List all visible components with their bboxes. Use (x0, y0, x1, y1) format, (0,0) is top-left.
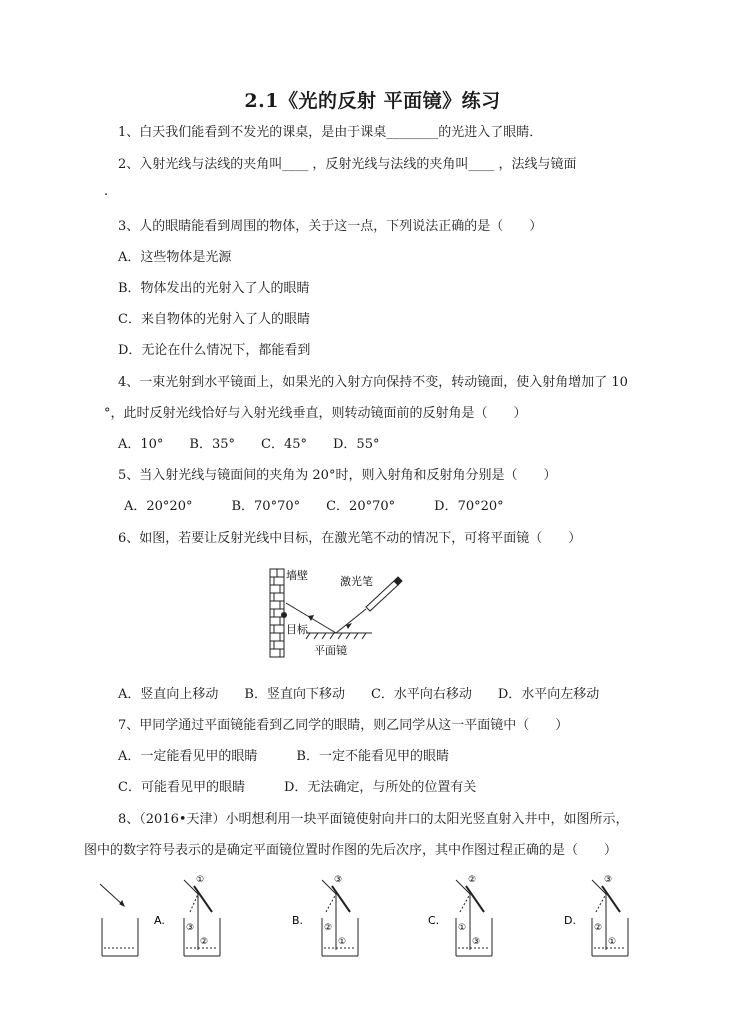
question-8-line-1: 8、（2016•天津）小明想利用一块平面镜使射向井口的太阳光竖直射入井中，如图所示， (118, 812, 629, 827)
option-a-mark-1: ① (196, 875, 205, 885)
laser-label: 激光笔 (340, 575, 373, 588)
question-8-figure (90, 868, 670, 964)
question-7: 7、甲同学通过平面镜能看到乙同学的眼睛，则乙同学从这一平面镜中（ ） (118, 718, 569, 733)
target-dot (281, 612, 287, 618)
option-a-mark-3: ② (200, 937, 209, 947)
question-8-line-2: 图中的数字符号表示的是确定平面镜位置时作图的先后次序，其中作图过程正确的是（ ） (84, 843, 618, 858)
incident-ray (336, 609, 366, 633)
option-c-mark-1: ② (468, 875, 477, 885)
question-5-options: A．20°20° B．70°70° C．20°70° D．70°20° (124, 499, 504, 514)
option-c-mark-2: ① (458, 923, 467, 933)
question-6-figure (262, 563, 412, 661)
option-a-label: A. (154, 914, 165, 927)
option-c-label: C. (428, 914, 440, 927)
question-4-options: A．10° B．35° C．45° D．55° (118, 437, 380, 452)
question-3: 3、人的眼睛能看到周围的物体，关于这一点，下列说法正确的是（ ） (118, 219, 543, 234)
question-6: 6、如图，若要让反射光线中目标，在激光笔不动的情况下，可将平面镜（ ） (118, 531, 582, 546)
option-d-label: D. (564, 914, 576, 927)
question-2: 2、入射光线与法线的夹角叫____ ，反射光线与法线的夹角叫____ ，法线与镜面 (118, 157, 577, 172)
option-d-mark-1: ③ (604, 875, 613, 885)
question-3-option-b: B．物体发出的光射入了人的眼睛 (118, 281, 310, 296)
mirror-label: 平面镜 (314, 644, 347, 657)
question-6-options: A．竖直向上移动 B．竖直向下移动 C．水平向右移动 D．水平向左移动 (118, 687, 600, 702)
option-b-mark-3: ① (338, 937, 347, 947)
question-2-tail: . (104, 184, 109, 199)
question-1: 1、白天我们能看到不发光的课桌，是由于课桌________的光进入了眼睛． (118, 125, 543, 140)
option-b-label: B. (292, 914, 304, 927)
page-title: 2.1《光的反射 平面镜》练习 (244, 90, 501, 112)
reference-well (100, 884, 138, 956)
question-4-line-1: 4、一束光射到水平镜面上，如果光的入射方向保持不变，转动镜面，使入射角增加了 10 (118, 375, 628, 390)
wall-label: 墙壁 (286, 569, 308, 582)
option-c-mark-3: ③ (472, 937, 481, 947)
option-d-mark-3: ① (608, 937, 617, 947)
question-3-option-c: C．来自物体的光射入了人的眼睛 (118, 312, 310, 327)
question-7-options-cd: C．可能看见甲的眼睛 D．无法确定，与所处的位置有关 (118, 780, 477, 795)
option-d-mark-2: ② (594, 923, 603, 933)
reflected-arrow (308, 615, 314, 621)
target-label: 目标 (286, 623, 308, 636)
question-3-option-a: A．这些物体是光源 (118, 250, 232, 265)
question-5: 5、当入射光线与镜面间的夹角为 20°时，则入射角和反射角分别是（ ） (118, 468, 557, 483)
question-3-option-d: D．无论在什么情况下，都能看到 (118, 343, 311, 358)
option-a-mark-2: ③ (186, 923, 195, 933)
question-7-options-ab: A．一定能看见甲的眼睛 B．一定不能看见甲的眼睛 (118, 749, 449, 764)
question-4-line-2: °，此时反射光线恰好与入射光线垂直，则转动镜面前的反射角是（ ） (104, 406, 527, 421)
mirror (306, 633, 372, 639)
option-b-mark-1: ③ (334, 875, 343, 885)
option-b-mark-2: ② (324, 923, 333, 933)
